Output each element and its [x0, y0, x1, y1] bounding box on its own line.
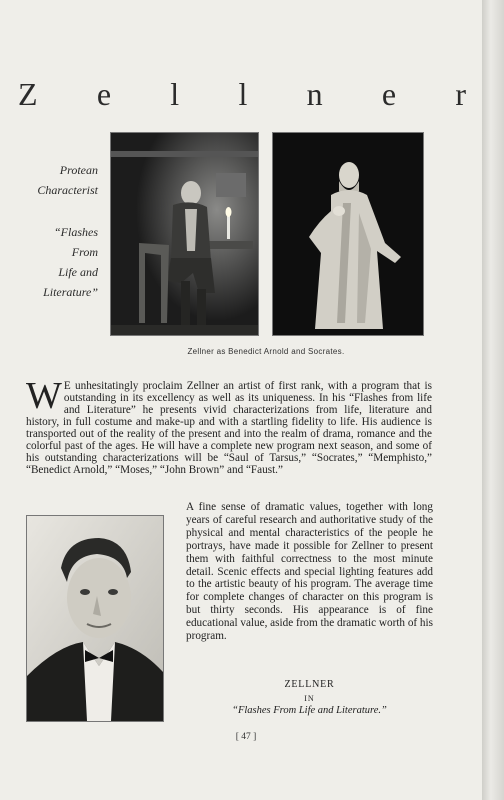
- page-edge: [482, 0, 504, 800]
- sidebar-line: Life and: [58, 265, 98, 279]
- description-column: A fine sense of dramatic values, together with long years of careful research and authoritative study of the physical and mental characteristics of the people he portrays, have made it possible for Zellner to present them with faithful correctness to the most minute detail. Scenic effects and special lighting features add to the artistic beauty of his program. The average time for complete changes of character on this program is but thirty seconds. His appearance is of fine educational value, aside from the dramatic worth of his program.: [186, 501, 433, 643]
- photo-caption: Zellner as Benedict Arnold and Socrates.: [187, 347, 345, 356]
- intro-paragraph: [26, 375, 432, 476]
- title-letter: e: [96, 76, 114, 112]
- title-letter: r: [455, 76, 468, 112]
- signature-in: IN: [304, 694, 315, 703]
- page-title: [18, 76, 468, 113]
- title-letter: Z: [18, 76, 40, 112]
- sidebar-line: Literature”: [43, 285, 98, 299]
- socrates-photo: [272, 132, 424, 336]
- sidebar-line: “Flashes: [53, 225, 98, 239]
- title-letter: l: [170, 76, 182, 112]
- sidebar-line: From: [71, 245, 98, 259]
- drop-cap: W: [26, 375, 62, 417]
- title-letter: l: [238, 76, 250, 112]
- signature-program: “Flashes From Life and Literature.”: [232, 705, 387, 716]
- signature-name: ZELLNER: [284, 679, 335, 690]
- intro-text: E unhesitatingly proclaim Zellner an artist of first rank, with a program that is outstanding in its excellency as well as its uniqueness. In his “Flashes from life and Literature” he presents vivid characterizations from life, literature and history, in full costume and make-up and with a startling fidelity to life. His audience is transported out of the reality of the present and into the realm of drama, romance and the colorful past of the ages. He will have a complete new program next season, and some of his outstanding characterizations will be “Saul of Tarsus,” “Socrates,” “Memphisto,” “Benedict Arnold,” “Moses,” “John Brown” and “Faust.”: [26, 380, 432, 476]
- title-letter: n: [306, 76, 325, 112]
- page-number: [ 47 ]: [235, 732, 257, 742]
- sidebar-line: Protean: [59, 163, 98, 177]
- benedict-arnold-photo: [110, 132, 259, 336]
- title-letter: e: [381, 76, 399, 112]
- zellner-portrait-photo: [26, 515, 164, 722]
- sidebar-tagline: [20, 160, 98, 302]
- sidebar-line: Characterist: [37, 183, 98, 197]
